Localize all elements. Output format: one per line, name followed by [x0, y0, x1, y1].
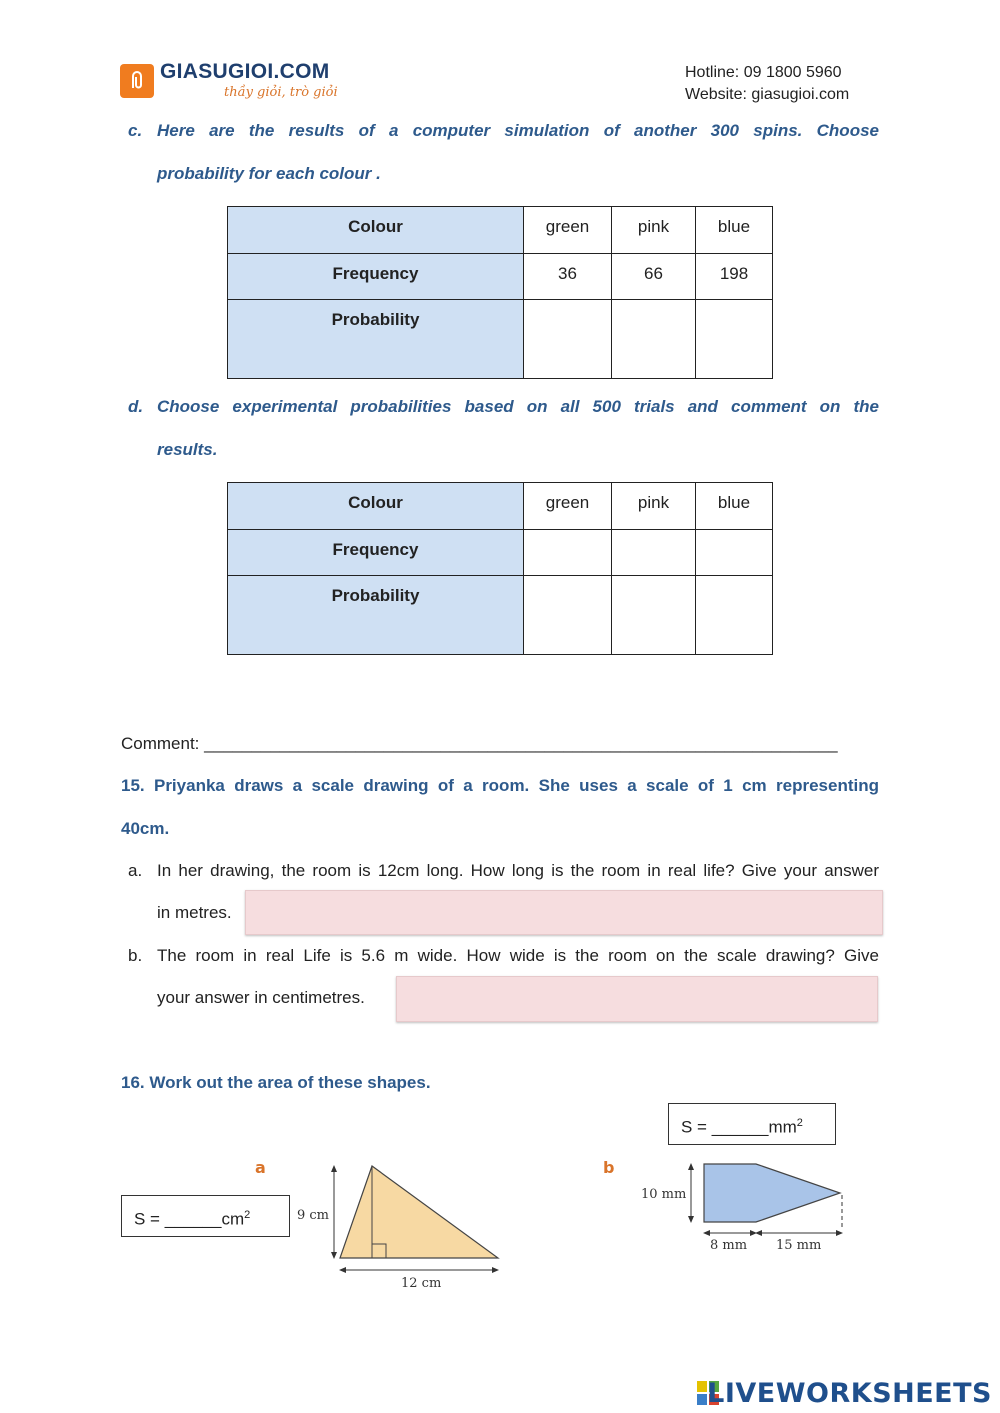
comment-row: [121, 734, 838, 754]
answer-cell[interactable]: [612, 300, 696, 379]
shape-b-polygon: [704, 1164, 840, 1222]
header-cell: pink: [612, 483, 696, 530]
answer-input-b[interactable]: [396, 976, 878, 1022]
part-d-letter: d.: [128, 397, 144, 416]
answer-cell[interactable]: [696, 530, 773, 576]
q15-line2: 40cm.: [121, 819, 170, 838]
height-label: 9 cm: [297, 1208, 330, 1223]
table-row: [228, 254, 773, 300]
answer-cell[interactable]: [696, 576, 773, 655]
answer-cell[interactable]: [524, 530, 612, 576]
triangle-shape: [340, 1166, 498, 1258]
exponent: 2: [796, 1117, 803, 1129]
answer-label-a: S = ______cm: [134, 1209, 245, 1229]
header-cell: Colour: [228, 207, 524, 254]
footer-brand: LIVEWORKSHEETS: [707, 1378, 992, 1409]
q15-a-line1: In her drawing, the room is 12cm long. How long is the room in real life? Give your answer: [157, 861, 879, 880]
header-cell: blue: [696, 207, 773, 254]
header-cell: Colour: [228, 483, 524, 530]
comment-line[interactable]: ___________________________________________________________________: [204, 734, 838, 753]
answer-cell[interactable]: [612, 530, 696, 576]
row-label: Frequency: [228, 530, 524, 576]
pentagon-figure: [630, 1155, 860, 1265]
table-c: [227, 206, 773, 379]
table-cell: 198: [696, 254, 773, 300]
table-cell: 66: [612, 254, 696, 300]
length2-label: 15 mm: [776, 1238, 822, 1253]
table-row: [228, 300, 773, 379]
answer-cell[interactable]: [524, 300, 612, 379]
answer-cell[interactable]: [524, 576, 612, 655]
brand-tagline: thầy giỏi, trò giỏi: [224, 85, 338, 100]
length1-label: 8 mm: [710, 1238, 748, 1253]
q16-title: 16. Work out the area of these shapes.: [121, 1073, 431, 1092]
part-c-line1: Here are the results of a computer simulation of another 300 spins. Choose: [157, 121, 879, 140]
base-label: 12 cm: [401, 1276, 442, 1291]
row-label: Frequency: [228, 254, 524, 300]
answer-input-a[interactable]: [245, 890, 883, 935]
answer-box-b[interactable]: [668, 1103, 836, 1145]
row-label: Probability: [228, 576, 524, 655]
part-d-line1: Choose experimental probabilities based on all 500 trials and comment on the: [157, 397, 879, 416]
hotline: Hotline: 09 1800 5960: [685, 64, 842, 81]
exponent: 2: [244, 1209, 251, 1221]
part-c-letter: c.: [128, 121, 143, 140]
shape-a-letter: a: [255, 1158, 266, 1177]
height-label: 10 mm: [641, 1187, 687, 1202]
logo-icon: [120, 64, 154, 98]
answer-cell[interactable]: [612, 576, 696, 655]
website: Website: giasugioi.com: [685, 86, 850, 103]
table-cell: 36: [524, 254, 612, 300]
q15-a-letter: a.: [128, 861, 143, 880]
brand-name: GIASUGIOI.COM: [160, 60, 330, 83]
table-row: [228, 530, 773, 576]
triangle-figure: [290, 1160, 510, 1300]
table-row: [228, 207, 773, 254]
header-cell: blue: [696, 483, 773, 530]
comment-label: Comment:: [121, 734, 200, 753]
answer-cell[interactable]: [696, 300, 773, 379]
table-row: [228, 576, 773, 655]
header-cell: pink: [612, 207, 696, 254]
header-cell: green: [524, 207, 612, 254]
q15-a-line2: in metres.: [157, 903, 232, 922]
header-cell: green: [524, 483, 612, 530]
q15-line1: 15. Priyanka draws a scale drawing of a room. She uses a scale of 1 cm representing: [121, 776, 879, 795]
q15-b-line1: The room in real Life is 5.6 m wide. How wide is the room on the scale drawing? Give: [157, 946, 879, 965]
part-c-line2: probability for each colour .: [157, 164, 381, 183]
table-d: [227, 482, 773, 655]
table-row: [228, 483, 773, 530]
q15-b-letter: b.: [128, 946, 143, 965]
row-label: Probability: [228, 300, 524, 379]
part-d-line2: results.: [157, 440, 218, 459]
answer-label-b: S = ______mm: [681, 1117, 797, 1137]
q15-b-line2: your answer in centimetres.: [157, 988, 365, 1007]
answer-box-a[interactable]: [121, 1195, 290, 1237]
shape-b-letter: b: [603, 1158, 615, 1177]
contact-info: [685, 62, 849, 106]
